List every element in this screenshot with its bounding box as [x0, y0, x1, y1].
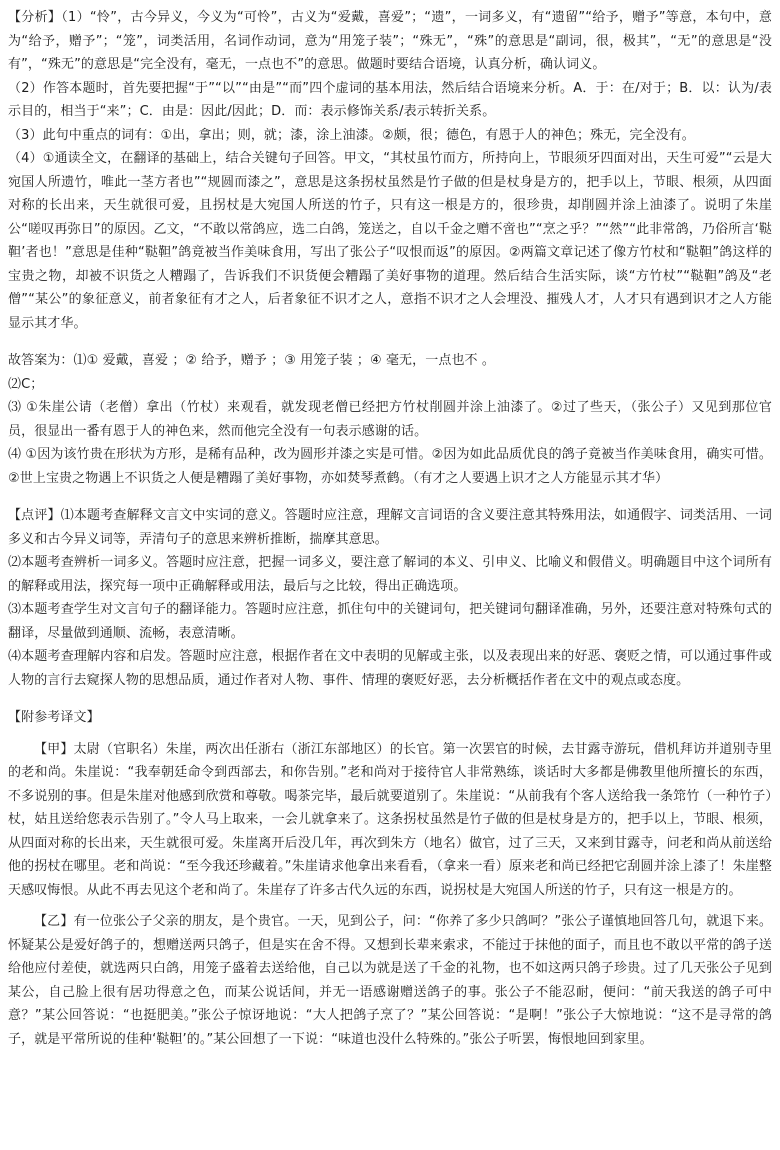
comment-part-1: 【点评】⑴本题考查解释文言文中实词的意义。答题时应注意，理解文言词语的含义要注意其特殊用法，如通假字、词类活用、一词多义和古今异义词等，弄清句子的意思来辨析推断，揣摩其意思。 [8, 508, 772, 547]
spacer [8, 692, 772, 706]
translation-yi: 【乙】有一位张公子父亲的朋友，是个贵官。一天，见到公子，问：“你养了多少只鸽呵？”张公子谨慎地回答几句，就退下来。怀疑某公是爱好鸽子的，想赠送两只鸽子，但是实在舍不得。又想到长辈来索求，不能过于抹他的面子，而且也不敢以平常的鸽子送给他应付差使，就选两只白鸽，用笼子盛着去送给他，自己以为就是送了千金的礼物，也不如这两只鸽子珍贵。过了几天张公子见到某公，自己脸上很有居功得意之色，而某公说话间，并无一语感谢赠送鸽子的事。张公子不能忍耐，便问：“前天我送的鸽子可中意？”某公回答说：“也挺肥美。”张公子惊讶地说：“大人把鸽子烹了？”某公回答说：“是啊！”张公子大惊地说：“这不是寻常的鸽子，就是平常所说的佳种‘鞑靼’的。”某公回想了一下说：“味道也没什么特殊的。”张公子听罢，悔恨地回到家里。 [8, 914, 772, 1047]
answer-line-4: ⑷ ①因为该竹贵在形状为方形，是稀有品种，改为圆形并漆之实是可惜。②因为如此品质优良的鸽子竟被当作美味食用，确实可惜。②世上宝贵之物遇上不识货之人便是糟蹋了美好事物，亦如焚琴煮鹤。（有才之人要遇上识才之人方能显示其才华） [8, 447, 772, 486]
analysis-part-3: （3）此句中重点的词有：①出，拿出；则，就；漆，涂上油漆。②颇，很；德色，有恩于人的神色；殊无，完全没有。 [8, 127, 695, 143]
spacer [8, 730, 772, 738]
answer-line-1: 故答案为：⑴① 爱戴，喜爱 ；② 给予，赠予 ；③ 用笼子装 ；④ 毫无，一点也不 。 [8, 353, 495, 368]
analysis-part-4: （4）①通读全文，在翻译的基础上，结合关键句子回答。甲文，“其杖虽竹而方，所持向上，节眼须牙四面对出，天生可爱”“云是大宛国人所遗竹，唯此一茎方者也”“规圆而漆之”，意思是这条拐杖虽然是竹子做的但是杖身是方的，把手以上，节眼、根须，从四面对称的长出来，天生就很可爱，且拐杖是大宛国人所送的竹子，只有这一根是方的，很珍贵，却削圆并涂上油漆了。说明了朱崖公“嗟叹再弥日”的原因。乙文，“不敢以常鸽应，选二白鸽，笼送之，自以千金之赠不啻也”“烹之乎？”“然”“此非常鸽，乃俗所言‘鞑靼’者也！”意思是佳种“鞑靼”鸽竟被当作美味食用，写出了张公子“叹恨而返”的原因。②两篇文章记述了像方竹杖和“鞑靼”鸽这样的宝贵之物，却被不识货之人糟蹋了，告诉我们不识货便会糟蹋了美好事物的道理。然后结合生活实际，谈“方竹杖”“鞑靼”鸽及“老僧”“某公”的象征意义，前者象征有才之人，后者象征不识才之人，意指不识才之人会埋没、摧残人才，人才只有遇到识才之人方能显示其才华。 [8, 151, 772, 331]
spacer [8, 335, 772, 349]
translation-heading: 【附参考译文】 [8, 710, 100, 725]
translation-jia: 【甲】太尉（官职名）朱崖，两次出任浙右（浙江东部地区）的长官。第一次罢官的时候，去甘露寺游玩，借机拜访并道别寺里的老和尚。朱崖说：“我奉朝廷命令到西部去，和你告别。”老和尚对于接待官人非常熟练，谈话时大多都是佛教里他所擅长的东西，不多说别的事。但是朱崖对他感到欣赏和尊敬。喝茶完毕，最后就要道别了。朱崖说：“从前我有个客人送给我一条筇竹（一种竹子）杖，姑且送给您表示告别了。”令人马上取来，一会儿就拿来了。这条拐杖虽然是竹子做的但是杖身是方的，把手以上，节眼、根须，从四面对称的长出来，天生就很可爱。朱崖离开后没几年，再次到朱方（地名）做官，过了三天，又来到甘露寺，问老和尚从前送给他的拐杖在哪里。老和尚说：“至今我还珍藏着。”朱崖请求他拿出来看看，（拿来一看）原来老和尚已经把它刮圆并涂上漆了！朱崖整天感叹悔恨。从此不再去见这个老和尚了。朱崖存了许多古代久远的东西，说拐杖是大宛国人所送的竹子，只有这一根是方的。 [8, 741, 772, 898]
analysis-part-2: （2）作答本题时，首先要把握“于”“以”“由是”“而”四个虚词的基本用法，然后结合语境来分析。A．于：在/对于；B．以：认为/表示目的，相当于“来”；C．由是：因此/因此；D．而：表示修饰关系/表示转折关系。 [8, 80, 772, 119]
comment-part-2: ⑵本题考查辨析一词多义。答题时应注意，把握一词多义，要注意了解词的本义、引申义、比喻义和假借义。明确题目中这个词所有的解释或用法，探究每一项中正确解释或用法，最后与之比较，得出正确选项。 [8, 555, 772, 594]
analysis-part-1: 【分析】（1）“怜”，古今异义，今义为“可怜”，古义为“爱戴，喜爱”；“遗”，一词多义，有“遗留”“给予，赠予”等意，本句中，意为“给予，赠予”；“笼”，词类活用，名词作动词，意为“用笼子装”；“殊无”，“殊”的意思是“副词，很，极其”，“无”的意思是“没有”，“殊无”的意思是“完全没有，毫无，一点也不”的意思。做题时要结合语境，认真分析，确认词义。 [8, 10, 772, 72]
answer-line-2: ⑵C； [8, 376, 44, 392]
comment-part-4: ⑷本题考查理解内容和启发。答题时应注意，根据作者在文中表明的见解或主张，以及表现出来的好恶、褒贬之情，可以通过事件或人物的言行去窥探人物的思想品质，通过作者对人物、事件、情理的褒贬好恶，去分析概括作者在文中的观点或态度。 [8, 649, 772, 688]
answer-line-3: ⑶ ①朱崖公请（老僧）拿出（竹杖）来观看，就发现老僧已经把方竹杖削圆并涂上油漆了。②过了些天，（张公子）又见到那位官员，很显出一番有恩于人的神色来，然而他完全没有一句表示感谢的话。 [8, 400, 772, 439]
spacer [8, 490, 772, 504]
spacer [8, 902, 772, 910]
comment-part-3: ⑶本题考查学生对文言句子的翻译能力。答题时应注意，抓住句中的关键词句，把关键词句翻译准确，另外，还要注意对特殊句式的翻译，尽量做到通顺、流畅，表意清晰。 [8, 602, 772, 641]
